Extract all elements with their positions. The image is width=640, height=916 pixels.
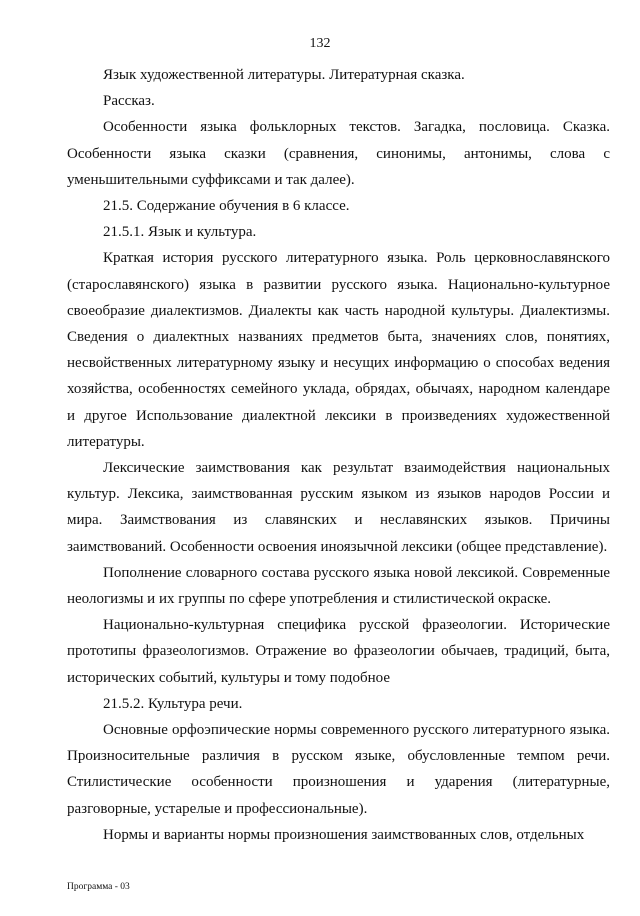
paragraph-literary-language: Язык художественной литературы. Литературная сказка. [103,67,465,83]
paragraph-lexical-borrowings: Лексические заимствования как результат взаимодействия национальных культур. Лексика, заимствованная русским языком из языков народов России и мира. Заимствования из славянских и неславянских языков. Причины заимствований. Особенности освоения иноязычной лексики (общее представление). [67,460,610,555]
paragraph-folklore-texts: Особенности языка фольклорных текстов. Загадка, пословица. Сказка. Особенности языка сказки (сравнения, синонимы, антонимы, слова с уменьшительными суффиксами и так далее). [67,119,610,188]
page-number: 132 [309,36,331,51]
paragraph-phraseology: Национально-культурная специфика русской фразеологии. Исторические прототипы фразеологизмов. Отражение во фразеологии обычаев, традиций, быта, исторических событий, культуры и тому подобное [67,617,610,686]
paragraph-language-history: Краткая история русского литературного языка. Роль церковнославянского (старославянского) языка в развитии русского языка. Национально-культурное своеобразие диалектизмов. Диалекты как часть народной культуры. Диалектизмы. Сведения о диалектных названиях предметов быта, значениях слов, понятиях, несвойственных литературному языку и несущих информацию о способах ведения хозяйства, особенностях семейного уклада, обрядах, обычаях, народном календаре и другое Использование диалектной лексики в произведениях художественной литературы. [67,250,610,450]
paragraph-pronunciation-norms: Нормы и варианты нормы произношения заимствованных слов, отдельных [103,826,585,843]
paragraph-neologisms: Пополнение словарного состава русского языка новой лексикой. Современные неологизмы и их группы по сфере употребления и стилистической окраске. [67,564,610,608]
subsection-heading-language-culture: 21.5.1. Язык и культура. [103,224,257,241]
subsection-heading-speech-culture: 21.5.2. Культура речи. [103,695,243,712]
page-footer: Программа - 03 [67,882,130,892]
paragraph-story: Рассказ. [103,93,155,110]
paragraph-orthoepic-norms: Основные орфоэпические нормы современного русского литературного языка. Произносительные различия в русском языке, обусловленные темпом речи. Стилистические особенности произношения и ударения (литературные, разговорные, устарелые и профессиональные). [67,722,610,817]
section-heading-grade-6: 21.5. Содержание обучения в 6 классе. [103,198,350,215]
document-body [67,62,610,848]
